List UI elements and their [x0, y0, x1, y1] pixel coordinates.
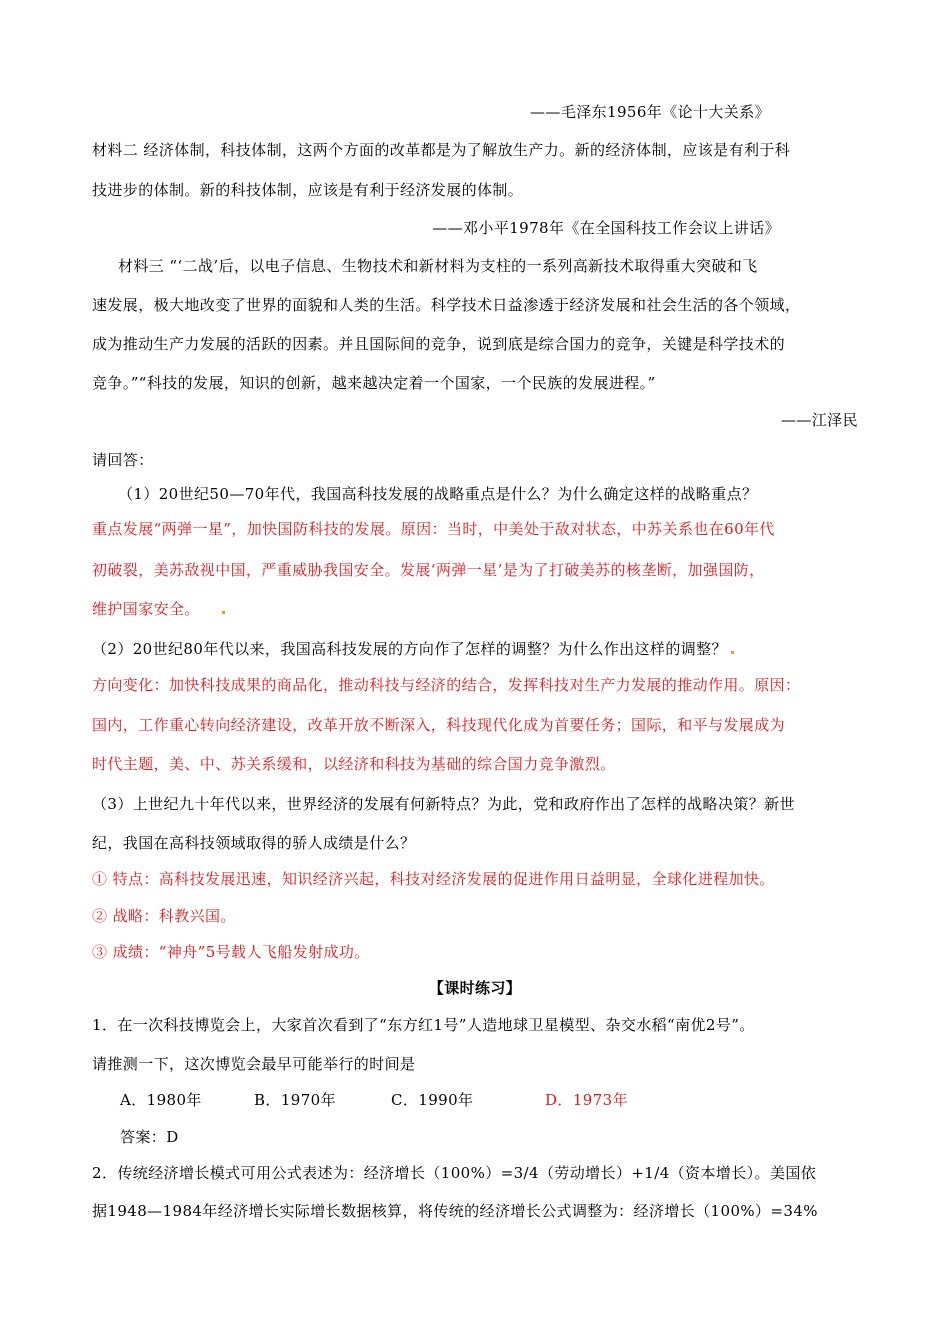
answer-1-line-1: 重点发展“两弹一星”，加快国防科技的发展。原因：当时，中美处于敌对状态，中苏关系也在60年代 [92, 520, 775, 538]
answer-2-line-3: 时代主题，美、中、苏关系缓和，以经济和科技为基础的综合国力竞争激烈。 [92, 755, 616, 773]
orange-dot-mark [222, 611, 225, 614]
sub-question-3-line-1: （3）上世纪九十年代以来，世界经济的发展有何新特点？为此，党和政府作出了怎样的战略决策？新世 [92, 795, 795, 813]
sub-question-1: （1）20世纪50—70年代，我国高科技发展的战略重点是什么？为什么确定这样的战略重点？ [118, 485, 758, 503]
sub-question-3-line-2: 纪，我国在高科技领域取得的骄人成绩是什么？ [92, 834, 416, 852]
option-c: C．1990年 [391, 1091, 474, 1109]
material-three-line-4: 竞争。”“科技的发展，知识的创新，越来越决定着一个国家，一个民族的发展进程。” [92, 374, 656, 392]
section-title: 【课时练习】 [428, 979, 522, 997]
answer-1-line-3-text: 维护国家安全。 [92, 600, 200, 618]
answer-label: 答案：D [120, 1128, 179, 1146]
quote-mao: ——毛泽东1956年《论十大关系》 [530, 103, 770, 121]
orange-dot-mark [731, 651, 734, 654]
problem-1-line-2: 请推测一下，这次博览会最早可能举行的时间是 [92, 1055, 416, 1073]
prompt-answer: 请回答： [92, 451, 154, 469]
option-a: A．1980年 [120, 1091, 202, 1109]
answer-2-line-1: 方向变化：加快科技成果的商品化，推动科技与经济的结合，发挥科技对生产力发展的推动作用。原因： [92, 676, 801, 694]
answer-1-line-2: 初破裂，美苏敌视中国，严重威胁我国安全。发展‘两弹一星’是为了打破美苏的核垄断，加强国防， [92, 561, 765, 579]
material-two-line-2: 技进步的体制。新的科技体制，应该是有利于经济发展的体制。 [92, 181, 524, 199]
material-two-line-1: 材料二 经济体制，科技体制，这两个方面的改革都是为了解放生产力。新的经济体制，应该是有利于科 [92, 141, 791, 159]
problem-1-line-1: 1．在一次科技博览会上，大家首次看到了“东方红1号”人造地球卫星模型、杂交水稻“南优2号”。 [92, 1016, 755, 1034]
material-three-line-3: 成为推动生产力发展的活跃的因素。并且国际间的竞争，说到底是综合国力的竞争，关键是科学技术的 [92, 335, 786, 353]
answer-3-feature: ① 特点：高科技发展迅速，知识经济兴起，科技对经济发展的促进作用日益明显，全球化进程加快。 [92, 870, 775, 888]
quote-deng: ——邓小平1978年《在全国科技工作会议上讲话》 [432, 219, 780, 237]
option-d: D．1973年 [545, 1091, 629, 1109]
answer-3-strategy: ② 战略：科教兴国。 [92, 907, 236, 925]
problem-2-line-2: 据1948—1984年经济增长实际增长数据核算，将传统的经济增长公式调整为：经济增长（100%）=34% [92, 1202, 818, 1220]
sub-question-2-text: （2）20世纪80年代以来，我国高科技发展的方向作了怎样的调整？为什么作出这样的调整？ [92, 640, 727, 658]
answer-1-line-3 [92, 599, 225, 619]
material-three-line-1: 材料三 “‘二战’后，以电子信息、生物技术和新材料为支柱的一系列高新技术取得重大突破和飞 [118, 257, 758, 275]
material-three-line-2: 速发展，极大地改变了世界的面貌和人类的生活。科学技术日益渗透于经济发展和社会生活的各个领域， [92, 296, 801, 314]
problem-2-line-1: 2．传统经济增长模式可用公式表述为：经济增长（100%）=3/4（劳动增长）+1/4（资本增长）。美国依 [92, 1164, 817, 1182]
sub-question-2 [92, 639, 734, 659]
answer-3-achievement: ③ 成绩：“神舟”5号载人飞船发射成功。 [92, 943, 370, 961]
option-b: B．1970年 [254, 1091, 336, 1109]
quote-jiang: ——江泽民 [780, 411, 858, 429]
answer-2-line-2: 国内，工作重心转向经济建设，改革开放不断深入，科技现代化成为首要任务；国际，和平与发展成为 [92, 716, 786, 734]
